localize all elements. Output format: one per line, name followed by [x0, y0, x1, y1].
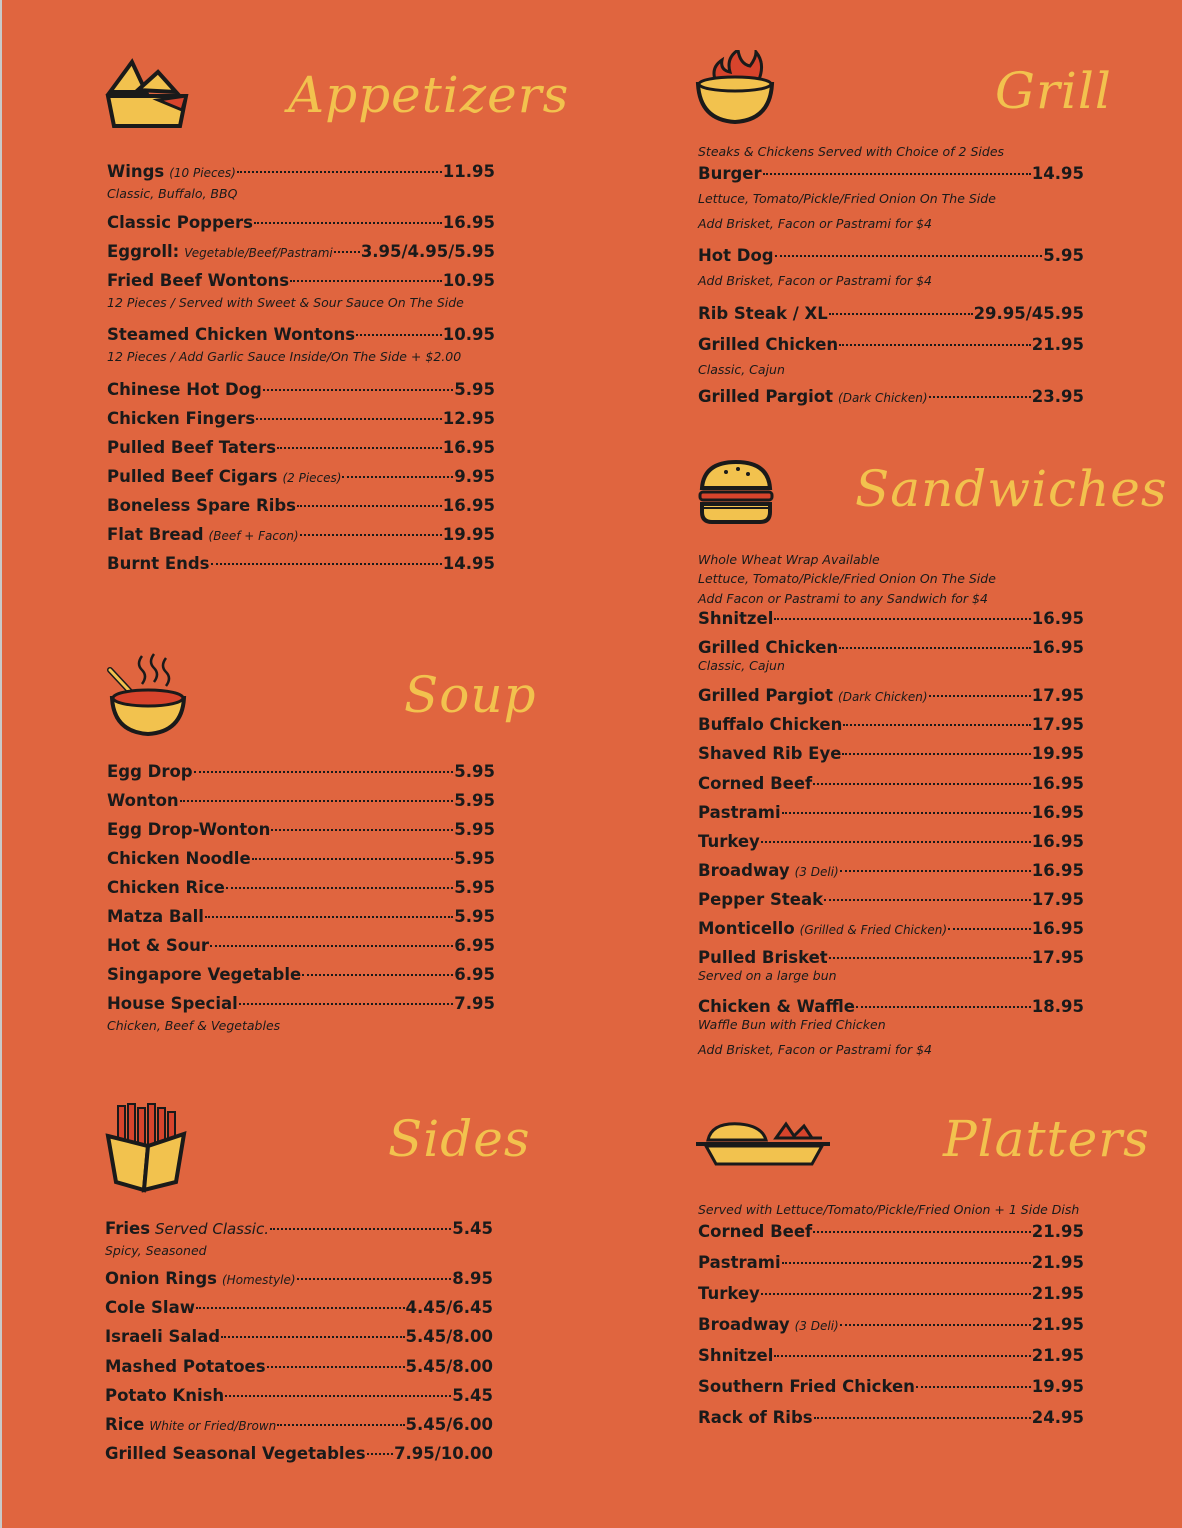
item-price: 12.95	[442, 409, 495, 428]
dot-leader	[356, 334, 442, 336]
item-name: Fries	[105, 1219, 151, 1238]
item-detail: (3 Deli)	[794, 1319, 839, 1333]
burger-icon	[696, 458, 776, 526]
item-price: 21.95	[1031, 1253, 1084, 1272]
grill-fire-icon	[694, 50, 776, 126]
appetizers-menu-item	[107, 213, 495, 232]
dot-leader	[761, 1293, 1031, 1295]
item-price: 17.95	[1031, 715, 1084, 734]
dot-leader	[782, 812, 1031, 814]
item-price: 17.95	[1031, 686, 1084, 705]
platters-menu-item	[698, 1222, 1084, 1241]
appetizers-menu-item	[107, 525, 495, 544]
item-price: 5.95	[454, 791, 495, 810]
dot-leader	[196, 1307, 405, 1309]
soup-menu-item	[107, 936, 495, 955]
dot-leader	[205, 916, 453, 918]
item-name: Chicken Rice	[107, 878, 225, 897]
item-name: Rice	[105, 1415, 145, 1434]
appetizers-menu-item	[107, 554, 495, 573]
item-price: 14.95	[1031, 164, 1084, 183]
grill-menu-item	[698, 164, 1084, 183]
item-description: Served on a large bun	[698, 968, 837, 983]
item-name: Turkey	[698, 1284, 760, 1303]
item-price: 5.45/8.00	[405, 1327, 493, 1346]
item-price: 21.95	[1031, 335, 1084, 354]
sandwiches-menu-item	[698, 638, 1084, 657]
sandwiches-menu-item	[698, 609, 1084, 628]
dot-leader	[252, 858, 454, 860]
item-price: 16.95	[1031, 919, 1084, 938]
item-name: Mashed Potatoes	[105, 1357, 266, 1376]
item-detail: (Dark Chicken)	[838, 690, 928, 704]
appetizers-menu-item	[107, 162, 495, 181]
platter-icon	[694, 1118, 834, 1170]
item-description: Classic, Cajun	[698, 362, 785, 377]
item-detail: (Homestyle)	[222, 1273, 296, 1287]
item-name: Pastrami	[698, 803, 781, 822]
dot-leader	[929, 695, 1031, 697]
soup-menu-item	[107, 820, 495, 839]
grill-menu-item	[698, 304, 1084, 323]
appetizers-menu-item	[107, 325, 495, 344]
item-name: Cole Slaw	[105, 1298, 195, 1317]
appetizers-menu-item	[107, 438, 495, 457]
nachos-icon	[98, 56, 196, 130]
item-name: Israeli Salad	[105, 1327, 221, 1346]
item-name: Chicken Noodle	[107, 849, 251, 868]
dot-leader	[290, 280, 442, 282]
item-price: 5.95	[454, 762, 495, 781]
item-name: Chinese Hot Dog	[107, 380, 262, 399]
platters-note: Served with Lettuce/Tomato/Pickle/Fried Onion + 1 Side Dish	[698, 1202, 1080, 1217]
item-price: 18.95	[1031, 997, 1084, 1016]
dot-leader	[254, 222, 442, 224]
grill-menu-item	[698, 335, 1084, 354]
item-name: Hot Dog	[698, 246, 774, 265]
soup-title: Soup	[404, 666, 537, 724]
soup-menu-item	[107, 791, 495, 810]
grill-note: Steaks & Chickens Served with Choice of 2 Sides	[698, 144, 1005, 159]
item-description: Classic, Buffalo, BBQ	[107, 186, 238, 201]
dot-leader	[774, 1355, 1030, 1357]
dot-leader	[829, 957, 1031, 959]
item-price: 21.95	[1031, 1284, 1084, 1303]
item-name: Shaved Rib Eye	[698, 744, 842, 763]
item-price: 5.95	[454, 907, 495, 926]
item-name: Singapore Vegetable	[107, 965, 302, 984]
item-price: 29.95/45.95	[973, 304, 1084, 323]
item-name: Grilled Pargiot	[698, 686, 834, 705]
soup-bowl-icon	[104, 652, 188, 742]
dot-leader	[211, 563, 442, 565]
item-name: Steamed Chicken Wontons	[107, 325, 356, 344]
page-edge	[0, 0, 2, 1528]
item-price: 7.95/10.00	[394, 1444, 493, 1463]
item-name: Egg Drop-Wonton	[107, 820, 271, 839]
item-name: Rib Steak / XL	[698, 304, 828, 323]
sides-menu-item	[105, 1298, 493, 1317]
soup-menu-item	[107, 994, 495, 1013]
appetizers-menu-item	[107, 271, 495, 290]
item-price: 16.95	[1031, 803, 1084, 822]
item-name: Wings	[107, 162, 165, 181]
item-price: 5.45	[452, 1219, 493, 1238]
dot-leader	[210, 945, 453, 947]
sandwiches-menu-item	[698, 686, 1084, 705]
item-name: Matza Ball	[107, 907, 204, 926]
item-price: 14.95	[442, 554, 495, 573]
appetizers-title: Appetizers	[288, 66, 570, 124]
item-detail: (Grilled & Fried Chicken)	[799, 923, 948, 937]
item-price: 8.95	[452, 1269, 493, 1288]
dot-leader	[194, 771, 454, 773]
dot-leader	[277, 1424, 404, 1426]
item-price: 21.95	[1031, 1315, 1084, 1334]
item-name: Burger	[698, 164, 762, 183]
dot-leader	[263, 389, 453, 391]
item-price: 5.45/6.00	[405, 1415, 493, 1434]
item-detail: Vegetable/Beef/Pastrami	[184, 246, 333, 260]
item-price: 21.95	[1031, 1346, 1084, 1365]
item-price: 7.95	[454, 994, 495, 1013]
item-description: Waffle Bun with Fried Chicken	[698, 1017, 886, 1032]
item-name: Chicken Fingers	[107, 409, 256, 428]
grill-title: Grill	[995, 62, 1112, 120]
item-name: Flat Bread	[107, 525, 204, 544]
platters-menu-item	[698, 1408, 1084, 1427]
sandwiches-menu-item	[698, 774, 1084, 793]
item-name: Pepper Steak	[698, 890, 824, 909]
dot-leader	[839, 344, 1031, 346]
item-detail: (2 Pieces)	[282, 471, 342, 485]
item-price: 19.95	[1031, 1377, 1084, 1396]
item-name: Grilled Seasonal Vegetables	[105, 1444, 366, 1463]
item-name: Shnitzel	[698, 1346, 774, 1365]
item-description: 12 Pieces / Served with Sweet & Sour Sauce On The Side	[107, 295, 464, 310]
sandwiches-menu-item	[698, 890, 1084, 909]
item-price: 21.95	[1031, 1222, 1084, 1241]
item-description: Classic, Cajun	[698, 658, 785, 673]
item-name: Pulled Brisket	[698, 948, 828, 967]
item-price: 16.95	[1031, 638, 1084, 657]
item-detail: (Dark Chicken)	[838, 391, 928, 405]
dot-leader	[225, 1395, 451, 1397]
dot-leader	[948, 928, 1031, 930]
appetizers-menu-item	[107, 380, 495, 399]
dot-leader	[342, 476, 453, 478]
sides-menu-item	[105, 1386, 493, 1405]
dot-leader	[775, 255, 1043, 257]
platters-menu-item	[698, 1346, 1084, 1365]
soup-menu-item	[107, 849, 495, 868]
item-name: Grilled Chicken	[698, 335, 839, 354]
item-price: 19.95	[1031, 744, 1084, 763]
sandwiches-note: Whole Wheat Wrap Available	[698, 552, 880, 567]
sandwiches-menu-item	[698, 997, 1084, 1016]
sides-menu-item	[105, 1444, 493, 1463]
item-price: 16.95	[1031, 861, 1084, 880]
item-name: Rack of Ribs	[698, 1408, 813, 1427]
appetizers-menu-item	[107, 409, 495, 428]
item-detail: White or Fried/Brown	[149, 1419, 277, 1433]
item-description: Spicy, Seasoned	[105, 1243, 207, 1258]
item-price: 5.95	[1043, 246, 1084, 265]
item-name: Burnt Ends	[107, 554, 210, 573]
item-name: Chicken & Waffle	[698, 997, 855, 1016]
platters-menu-item	[698, 1253, 1084, 1272]
sandwiches-menu-item	[698, 744, 1084, 763]
dot-leader	[226, 887, 453, 889]
soup-menu-item	[107, 878, 495, 897]
dot-leader	[813, 783, 1031, 785]
dot-leader	[180, 800, 454, 802]
item-name: Corned Beef	[698, 1222, 813, 1241]
dot-leader	[302, 974, 453, 976]
item-price: 5.45	[452, 1386, 493, 1405]
dot-leader	[761, 841, 1031, 843]
item-detail: (Beef + Facon)	[208, 529, 299, 543]
item-detail: Served Classic.	[155, 1220, 269, 1238]
dot-leader	[277, 447, 442, 449]
sides-menu-item	[105, 1327, 493, 1346]
item-detail: (10 Pieces)	[169, 166, 236, 180]
item-description: Lettuce, Tomato/Pickle/Fried Onion On The Side	[698, 191, 996, 206]
sandwiches-menu-item	[698, 919, 1084, 938]
item-detail: (3 Deli)	[794, 865, 839, 879]
item-name: Boneless Spare Ribs	[107, 496, 296, 515]
item-price: 11.95	[442, 162, 495, 181]
dot-leader	[334, 251, 360, 253]
dot-leader	[840, 870, 1031, 872]
soup-menu-item	[107, 907, 495, 926]
item-description: Add Brisket, Facon or Pastrami for $4	[698, 273, 932, 288]
dot-leader	[256, 418, 442, 420]
dot-leader	[774, 618, 1030, 620]
platters-menu-item	[698, 1377, 1084, 1396]
item-price: 19.95	[442, 525, 495, 544]
dot-leader	[840, 1324, 1031, 1326]
dot-leader	[813, 1231, 1031, 1233]
dot-leader	[297, 1278, 452, 1280]
item-description: 12 Pieces / Add Garlic Sauce Inside/On The Side + $2.00	[107, 349, 462, 364]
item-name: Hot & Sour	[107, 936, 210, 955]
item-name: House Special	[107, 994, 238, 1013]
sides-menu-item	[105, 1415, 493, 1434]
dot-leader	[839, 647, 1031, 649]
item-price: 24.95	[1031, 1408, 1084, 1427]
item-name: Corned Beef	[698, 774, 813, 793]
dot-leader	[300, 534, 442, 536]
item-name: Fried Beef Wontons	[107, 271, 290, 290]
dot-leader	[814, 1417, 1031, 1419]
sandwiches-menu-item	[698, 803, 1084, 822]
dot-leader	[916, 1386, 1031, 1388]
dot-leader	[271, 829, 453, 831]
dot-leader	[763, 173, 1031, 175]
item-price: 17.95	[1031, 948, 1084, 967]
item-price: 5.95	[454, 878, 495, 897]
dot-leader	[221, 1336, 404, 1338]
item-price: 5.45/8.00	[405, 1357, 493, 1376]
item-price: 16.95	[442, 438, 495, 457]
dot-leader	[297, 505, 442, 507]
item-description: Chicken, Beef & Vegetables	[107, 1018, 281, 1033]
dot-leader	[856, 1006, 1031, 1008]
dot-leader	[829, 313, 973, 315]
sandwiches-menu-item	[698, 948, 1084, 967]
dot-leader	[782, 1262, 1031, 1264]
soup-menu-item	[107, 762, 495, 781]
sandwiches-note: Add Facon or Pastrami to any Sandwich for $4	[698, 591, 988, 606]
sandwiches-menu-item	[698, 832, 1084, 851]
sandwiches-note: Lettuce, Tomato/Pickle/Fried Onion On The Side	[698, 571, 996, 586]
soup-menu-item	[107, 965, 495, 984]
item-name: Grilled Pargiot	[698, 387, 834, 406]
platters-title: Platters	[943, 1110, 1150, 1168]
item-name: Monticello	[698, 919, 795, 938]
item-price: 23.95	[1031, 387, 1084, 406]
item-price: 10.95	[442, 325, 495, 344]
item-price: 5.95	[454, 849, 495, 868]
dot-leader	[367, 1453, 393, 1455]
sides-title: Sides	[388, 1110, 531, 1168]
item-name: Broadway	[698, 1315, 790, 1334]
appetizers-menu-item	[107, 242, 495, 261]
item-name: Potato Knish	[105, 1386, 225, 1405]
dot-leader	[929, 396, 1031, 398]
item-price: 6.95	[454, 936, 495, 955]
sides-menu-item	[105, 1357, 493, 1376]
item-name: Eggroll:	[107, 242, 180, 261]
platters-menu-item	[698, 1284, 1084, 1303]
item-name: Classic Poppers	[107, 213, 253, 232]
item-name: Onion Rings	[105, 1269, 217, 1288]
appetizers-menu-item	[107, 496, 495, 515]
item-price: 16.95	[1031, 774, 1084, 793]
grill-menu-item	[698, 246, 1084, 265]
item-price: 16.95	[1031, 609, 1084, 628]
item-price: 6.95	[454, 965, 495, 984]
grill-menu-item	[698, 387, 1084, 406]
sandwiches-menu-item	[698, 715, 1084, 734]
item-price: 3.95/4.95/5.95	[360, 242, 495, 261]
item-name: Pulled Beef Cigars	[107, 467, 278, 486]
item-addon-note: Add Brisket, Facon or Pastrami for $4	[698, 216, 932, 231]
item-price: 9.95	[454, 467, 495, 486]
item-price: 16.95	[1031, 832, 1084, 851]
platters-menu-item	[698, 1315, 1084, 1334]
dot-leader	[237, 171, 442, 173]
dot-leader	[824, 899, 1031, 901]
item-name: Egg Drop	[107, 762, 193, 781]
item-name: Southern Fried Chicken	[698, 1377, 915, 1396]
item-price: 17.95	[1031, 890, 1084, 909]
item-name: Broadway	[698, 861, 790, 880]
item-price: 4.45/6.45	[405, 1298, 493, 1317]
item-name: Turkey	[698, 832, 760, 851]
item-name: Pastrami	[698, 1253, 781, 1272]
item-name: Wonton	[107, 791, 179, 810]
item-price: 5.95	[454, 380, 495, 399]
dot-leader	[842, 753, 1030, 755]
item-price: 16.95	[442, 496, 495, 515]
appetizers-menu-item	[107, 467, 495, 486]
sandwiches-menu-item	[698, 861, 1084, 880]
item-addon-note: Add Brisket, Facon or Pastrami for $4	[698, 1042, 932, 1057]
item-name: Grilled Chicken	[698, 638, 839, 657]
sides-menu-item	[105, 1219, 493, 1238]
item-price: 10.95	[442, 271, 495, 290]
fries-icon	[104, 1102, 188, 1194]
item-price: 5.95	[454, 820, 495, 839]
item-price: 16.95	[442, 213, 495, 232]
item-name: Buffalo Chicken	[698, 715, 843, 734]
item-name: Shnitzel	[698, 609, 774, 628]
dot-leader	[843, 724, 1030, 726]
dot-leader	[267, 1366, 405, 1368]
sandwiches-title: Sandwiches	[855, 460, 1168, 518]
dot-leader	[239, 1003, 454, 1005]
sides-menu-item	[105, 1269, 493, 1288]
item-name: Pulled Beef Taters	[107, 438, 277, 457]
dot-leader	[270, 1228, 451, 1230]
